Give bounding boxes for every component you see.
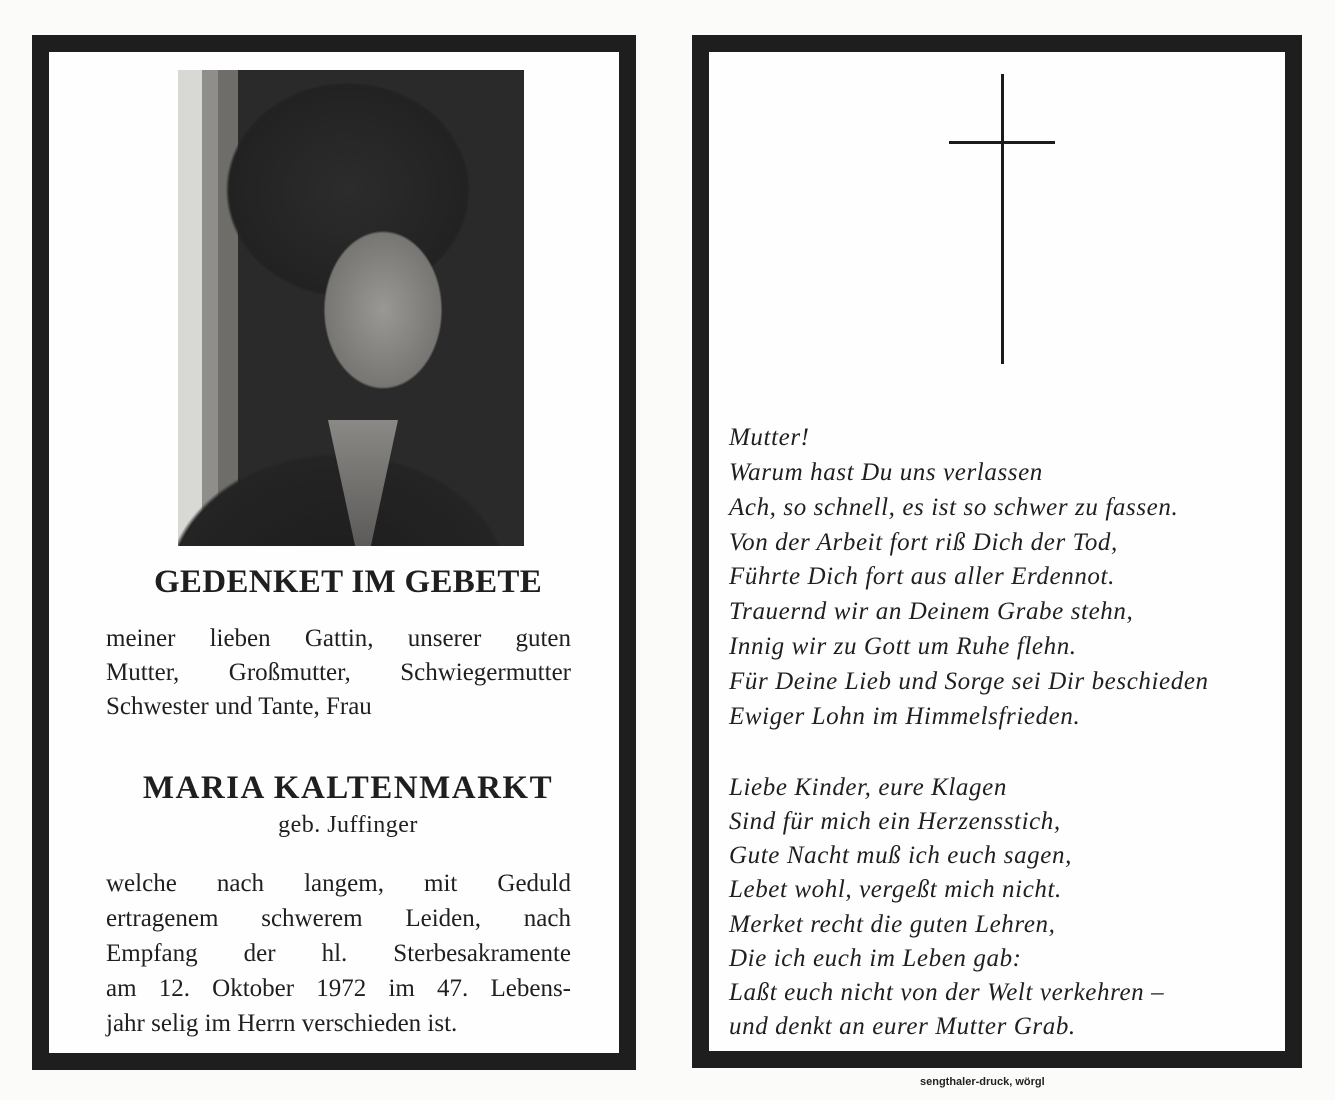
intro-line: Schwester und Tante, Frau (106, 693, 372, 720)
intro-line: Mutter, Großmutter, Schwiegermutter (106, 659, 571, 686)
poem-line: und denkt an eurer Mutter Grab. (729, 1013, 1076, 1040)
poem-line: Für Deine Lieb und Sorge sei Dir beschieden (729, 668, 1209, 695)
poem-line: Ach, so schnell, es ist so schwer zu fassen. (729, 494, 1179, 521)
cross-icon (1001, 74, 1004, 364)
poem-line: Innig wir zu Gott um Ruhe flehn. (729, 633, 1077, 660)
poem-line: Trauernd wir an Deinem Grabe stehn, (729, 598, 1134, 625)
poem-line: Liebe Kinder, eure Klagen (729, 774, 1007, 801)
intro-line: meiner lieben Gattin, unserer guten (106, 625, 571, 652)
poem-line: Die ich euch im Leben gab: (729, 945, 1022, 972)
maiden-name: geb. Juffinger (278, 812, 418, 838)
death-notice-line: Empfang der hl. Sterbesakramente (106, 940, 571, 967)
memorial-card-left (32, 35, 636, 1070)
death-notice-line: jahr selig im Herrn verschieden ist. (106, 1010, 458, 1037)
death-notice-line: welche nach langem, mit Geduld (106, 870, 571, 897)
printer-credit: sengthaler-druck, wörgl (920, 1076, 1045, 1088)
poem-line: Gute Nacht muß ich euch sagen, (729, 842, 1072, 869)
poem-line: Laßt euch nicht von der Welt verkehren – (729, 979, 1165, 1006)
deceased-name: MARIA KALTENMARKT (142, 770, 554, 806)
portrait-photo (178, 70, 524, 546)
death-notice-line: ertragenem schwerem Leiden, nach (106, 905, 571, 932)
poem-line: Warum hast Du uns verlassen (729, 459, 1043, 486)
death-notice-line: am 12. Oktober 1972 im 47. Lebens- (106, 975, 571, 1002)
cross-icon-bar (949, 141, 1055, 144)
poem-line: Lebet wohl, vergeßt mich nicht. (729, 876, 1062, 903)
poem-line: Von der Arbeit fort riß Dich der Tod, (729, 529, 1118, 556)
heading-gedenket: GEDENKET IM GEBETE (153, 564, 543, 600)
poem-line: Führte Dich fort aus aller Erdennot. (729, 563, 1115, 590)
poem-line: Mutter! (729, 424, 810, 451)
memorial-card-right (692, 35, 1302, 1068)
poem-line: Merket recht die guten Lehren, (729, 911, 1056, 938)
poem-line: Ewiger Lohn im Himmelsfrieden. (729, 703, 1081, 730)
poem-line: Sind für mich ein Herzensstich, (729, 808, 1061, 835)
